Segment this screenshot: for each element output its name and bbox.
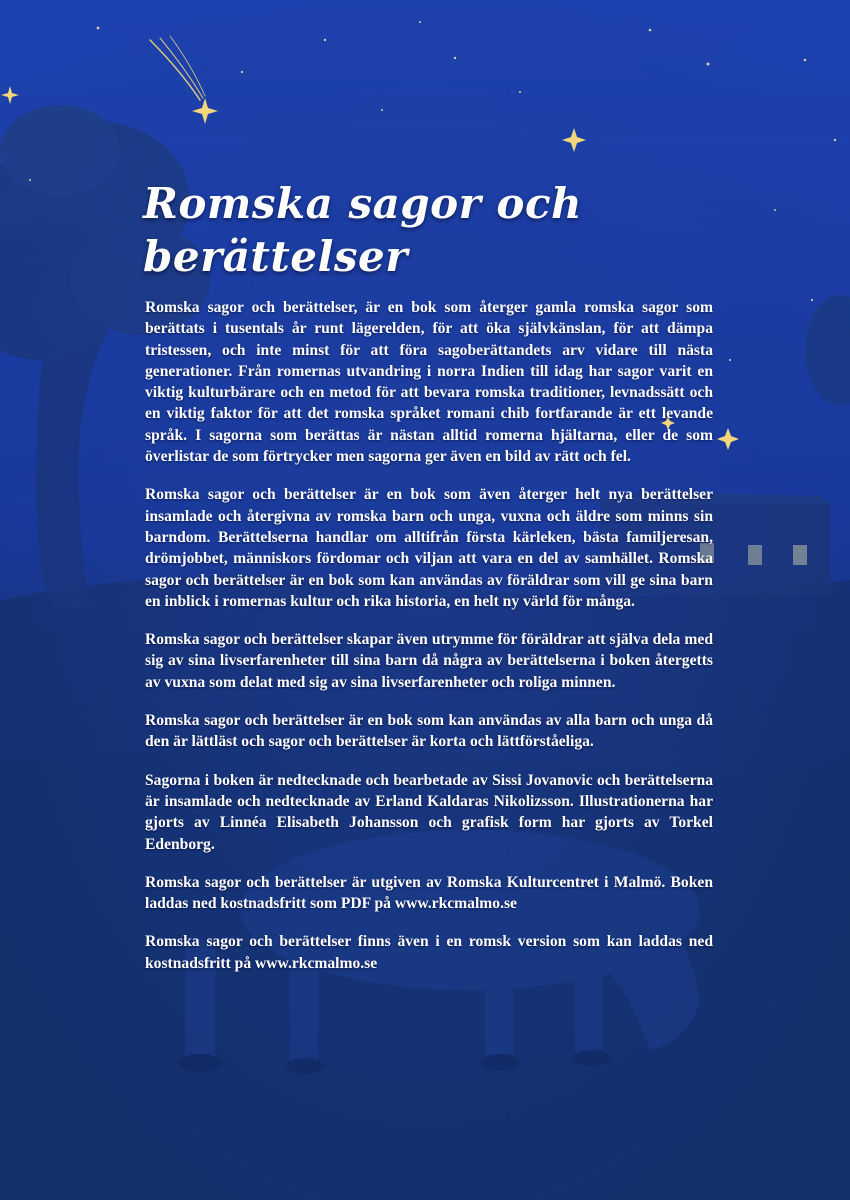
paragraph-4: Romska sagor och berättelser är en bok som kan användas av alla barn och unga då den är lättläst och sagor och berättelser är korta och lättförståeliga. [145, 712, 713, 751]
paragraph-3: Romska sagor och berättelser skapar även utrymme för föräldrar att själva dela med sig av sina livserfarenheter till sina barn då några av berättelserna i boken återgetts av vuxna som delat med sig av sina livserfarenheter och roliga minnen. [145, 631, 713, 691]
paragraph-6: Romska sagor och berättelser är utgiven av Romska Kulturcentret i Malmö. Boken laddas ned kostnadsfritt som PDF på www.rkcmalmo.se [145, 873, 713, 913]
paragraph-2: Romska sagor och berättelser är en bok som även återger helt nya berättelser insamlade och återgivna av romska barn och unga, vuxna och äldre som minns sin barndom. Berättelserna handlar om alltifrån första kärleken, bästa familjeresan, drömjobbet, människors fördomar och viljan att vara en del av samhället. Romska sagor och berättelser är en bok som kan användas av föräldrar som vill ge sina barn en inblick i romernas kultur och rika historia, en helt ny värld för många. [145, 486, 713, 610]
text-content [145, 178, 713, 991]
paragraph-5: Sagorna i boken är nedtecknade och bearbetade av Sissi Jovanovic och berättelserna är insamlade och nedtecknade av Erland Kaldaras Nikolizsson. Illustrationerna har gjorts av Linnéa Elisabeth Johansson och grafisk form har gjorts av Torkel Edenborg. [145, 771, 713, 853]
paragraph-7: Romska sagor och berättelser finns även i en romsk version som kan laddas ned kostnadsfritt på www.rkcmalmo.se [145, 933, 713, 972]
paragraph-1: Romska sagor och berättelser, är en bok som återger gamla romska sagor som berättats i tusentals år runt lägerelden, för att öka självkänslan, för att dämpa tristessen, och inte minst för att föra sagoberättandets arv vidare till nästa generationer. Från romernas utvandring i norra Indien till idag har sagor varit en viktig kulturbärare och en metod för att bevara romska traditioner, levnadssätt och en viktig faktor för att det romska språket romani chib fortfarande är ett levande språk. I sagorna som berättas är nästan alltid romerna hjältarna, eller de som överlistar de som förtrycker men sagorna ger även en bild av rätt och fel. [145, 299, 713, 466]
page-title: Romska sagor och berättelser [143, 179, 583, 281]
